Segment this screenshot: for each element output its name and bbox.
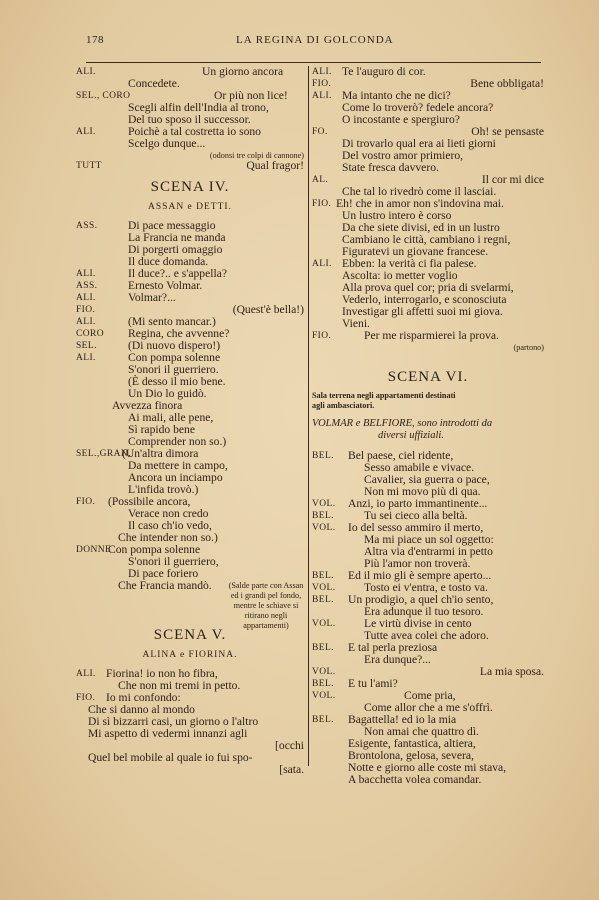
verse-line: Eh! che in amor non s'indovina mai. [336,197,504,210]
verse-line: Avvezza finora [112,399,183,412]
verse-line: Ernesto Volmar. [128,279,203,292]
speaker: BEL. [312,679,334,689]
verse-line: Un prodigio, a quel ch'io sento, [348,593,494,606]
verse-line: S'onori il guerriero, [128,555,219,568]
left-column [76,66,304,776]
verse-line: A bacchetta volea comandar. [348,773,482,786]
verse-line: Il caso ch'io vedo, [128,519,212,532]
scene-setting: agli ambasciatori. [312,401,375,410]
verse-line: (È desso il mio bene. [128,375,226,388]
stage-direction: (Salde parte con Assan ed i grandi pel fondo, mentre le schiave si ritirano negli appartamenti) [228,581,304,630]
verse-line: Alla prova quel cor; pria di svelarmi, [342,281,514,294]
verse-line: Un lustro intero è corso [342,209,452,222]
verse-line: Scelgo dunque... [128,137,206,150]
scene-characters: ALINA e FIORINA. [142,650,238,660]
speaker: AL. [312,175,329,185]
verse-line: Che non mi tremi in petto. [118,679,241,692]
speaker: FIO. [76,305,96,315]
verse-line: Ancora un inciampo [128,471,223,484]
speaker: BEL. [312,595,334,605]
verse-line: Quel bel mobile al quale io fui spo- [88,751,253,764]
speaker: BEL. [312,511,334,521]
verse-line: Regina, che avvenne? [128,327,230,340]
speaker: VOL. [312,583,336,593]
verse-line: [sata. [279,763,304,776]
speaker: ALI. [312,259,332,269]
verse-line: Oh! se pensaste [471,125,544,138]
verse-line: Di trovarlo qual era ai lieti giorni [342,137,496,150]
speaker: SEL., CORO [76,91,131,101]
scene-characters: diversi uffiziali. [378,430,444,441]
scene-heading: SCENA IV. [150,179,230,195]
speaker: ASS. [76,281,98,291]
verse-line: E tu l'ami? [348,677,398,690]
verse-line: Ma intanto che ne dici? [342,89,451,102]
verse-line: Notte e giorno alle coste mi stava, [348,761,507,774]
verse-line: Ascolta: io metter voglio [342,269,458,282]
scene-setting: Sala terrena negli appartamenti destinati [312,391,456,400]
verse-line: Il duce domanda. [128,255,209,268]
verse-line: Come allor che a me s'offrì. [364,701,493,714]
speaker: TUTT [76,161,102,171]
verse-line: O incostante e spergiuro? [342,113,460,126]
verse-line: Esigente, fantastica, altiera, [348,737,476,750]
verse-line: Da che siete divisi, ed in un lustro [342,221,500,234]
speaker: ALI. [312,91,332,101]
verse-line: Come lo troverò? fedele ancora? [342,101,494,114]
speaker: ALI. [76,269,96,279]
speaker: BEL. [312,571,334,581]
speaker: FIO. [312,79,332,89]
verse-line: Brontolona, gelosa, severa, [348,749,474,762]
speaker: ALI. [76,127,96,137]
running-title: LA REGINA DI GOLCONDA [236,34,394,46]
verse-line: Or più non lice! [214,89,288,102]
verse-line: Un giorno ancora [202,65,284,78]
verse-line: Investigar gli affetti suoi mi giova. [342,305,503,318]
verse-line: Sì rapido bene [128,423,195,436]
verse-line: Non mi movo più di qua. [364,485,481,498]
speaker: ASS. [76,221,98,231]
verse-line: Il cor mi dice [481,173,544,186]
verse-line: Con pompa solenne [108,543,201,556]
verse-line: Vederlo, interrogarlo, e sconosciuta [342,293,507,306]
speaker: VOL. [312,523,336,533]
verse-line: Tutte avea colei che adoro. [364,629,489,642]
speaker: CORO [76,329,104,339]
verse-line: Era adunque il tuo tesoro. [364,605,484,618]
verse-line: Che intender non so.) [118,531,218,544]
scene-heading: SCENA VI. [387,369,469,385]
speaker: BEL. [312,715,334,725]
verse-line: Che Francia mandò. [118,579,212,592]
verse-line: Scegli alfin dell'India al trono, [128,101,269,114]
page-number: 178 [86,34,104,46]
scene-heading: SCENA V. [153,627,227,643]
verse-line: Il duce?.. e s'appella? [128,267,227,280]
verse-line: Era dunque?... [364,653,431,666]
speaker: ALI. [76,317,96,327]
verse-line: Di sì bizzarri casi, un giorno o l'altro [88,715,259,728]
verse-line: Io mi confondo: [106,691,181,704]
verse-line: Qual fragor! [246,159,304,172]
verse-line: Come pria, [404,689,456,702]
verse-line: Io del sesso ammiro il merto, [348,521,484,534]
verse-line: Tosto ei v'entra, e tosto va. [364,581,488,594]
verse-line: Anzi, io parto immantinente... [348,497,488,510]
verse-line: Verace non credo [128,507,209,520]
verse-line: Figuratevi un giovane francese. [342,245,489,258]
verse-line: Di porgerti omaggio [128,243,223,256]
verse-line: Poichè a tal costretta io sono [128,125,261,138]
speaker: FIO. [312,331,332,341]
verse-line: Le virtù divise in cento [364,617,472,630]
speaker: VOL. [312,499,336,509]
verse-line: La mia sposa. [479,665,544,678]
verse-line: Del vostro amor primiero, [342,149,464,162]
verse-line: La Francia ne manda [128,231,226,244]
verse-line: Sesso amabile e vivace. [364,461,475,474]
verse-line: State fresca davvero. [342,161,439,174]
speaker: VOL. [312,667,336,677]
speaker: FIO. [76,497,96,507]
verse-line: Un Dio lo guidò. [128,387,207,400]
right-column [312,66,544,786]
verse-line: Non amai che quattro dì. [364,725,479,738]
verse-line: (Quest'è bella!) [232,303,304,316]
verse-line: (Di nuovo dispero!) [128,339,221,352]
verse-line: Di pace messaggio [128,219,216,232]
verse-line: Che tal lo rivedrò come il lasciai. [342,185,497,198]
scene-characters: ASSAN e DETTI. [148,202,232,212]
verse-line: S'onori il guerriero. [128,363,219,376]
verse-line: (Mi sento mancar.) [128,315,216,328]
speaker: ALI. [76,669,96,679]
speaker: FIO. [76,693,96,703]
speaker: FO. [312,127,328,137]
verse-line: Che si danno al mondo [88,703,195,716]
running-header [86,34,541,50]
speaker: BEL. [312,643,334,653]
verse-line: Più l'amor non troverà. [364,557,471,570]
verse-line: (Possibile ancora, [108,495,191,508]
verse-line: Ed il mio gli è sempre aperto... [348,569,492,582]
verse-line: Comprender non so.) [128,435,227,448]
verse-line: Ai mali, alle pene, [128,411,214,424]
verse-line: Bagattella! ed io la mia [348,713,457,726]
verse-line: Fiorina! io non ho fibra, [106,667,218,680]
verse-line: Ebben: la verità ci fia palese. [342,257,477,270]
speaker: BEL. [312,451,334,461]
verse-line: Volmar?... [128,291,176,304]
scene-characters: VOLMAR e BELFIORE, sono introdotti da [312,418,493,429]
speaker: VOL. [312,619,336,629]
verse-line: Vieni. [342,317,370,330]
stage-direction: (partono) [513,343,544,352]
speaker: ALI. [76,67,96,77]
verse-line: L'infida trovò.) [128,483,199,496]
speaker: FIO. [312,199,332,209]
speaker: ALI. [312,67,332,77]
verse-line: Te l'auguro di cor. [342,65,426,78]
speaker: ALI. [76,353,96,363]
verse-line: E tal perla preziosa [348,641,438,654]
speaker: ALI. [76,293,96,303]
verse-line: Da mettere in campo, [128,459,228,472]
verse-line: (Un'altra dimora [122,447,199,460]
speaker: SEL.,GRAN. [76,449,131,459]
verse-line: Altra via d'entrarmi in petto [364,545,493,558]
verse-line: Ma mi piace un sol oggetto: [364,533,494,546]
column-divider [308,66,309,766]
verse-line: Di pace foriero [128,567,199,580]
verse-line: Concedete. [128,77,180,90]
verse-line: Cambiano le città, cambiano i regni, [342,233,511,246]
verse-line: Con pompa solenne [128,351,221,364]
verse-line: Cavalier, sia guerra o pace, [364,473,490,486]
verse-line: Bene obbligata! [470,77,544,90]
speaker: VOL. [312,691,336,701]
stage-direction: (odonsi tre colpi di cannone) [209,151,304,160]
speaker: SEL. [76,341,97,351]
verse-line: Del tuo sposo il successor. [128,113,251,126]
verse-line: Per me risparmierei la prova. [364,329,499,342]
verse-line: Mi aspetto di vedermi innanzi agli [88,727,248,740]
verse-line: Bel paese, ciel ridente, [348,449,454,462]
header-rule [86,62,541,63]
speaker: DONNE [76,545,112,555]
verse-line: [occhi [275,739,304,752]
verse-line: Tu sei cieco alla beltà. [364,509,468,522]
